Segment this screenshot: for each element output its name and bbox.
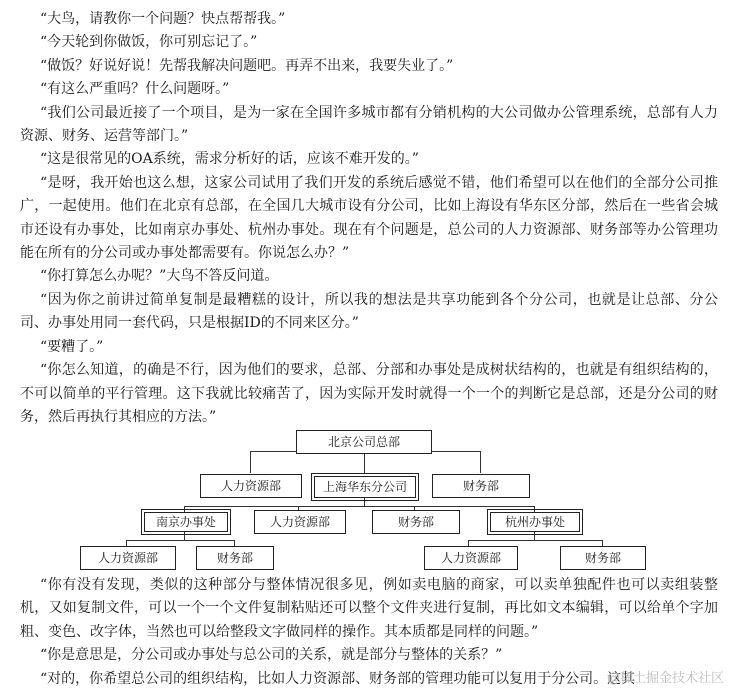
paragraph: “要糟了。” — [40, 338, 104, 355]
node-shanghai-branch: 上海华东分公司 — [314, 476, 416, 498]
paragraph: “你怎么知道，的确是不行，因为他们的要求，总部、分部和办事处是成树状结构的，也就是有组织结构的，不可以简单的平行管理。这下我就比较痛苦了，因为实际开发时就得一个一个的判断它是总部，还是分公司的财务，然后再执行其相应的方法。” — [20, 362, 718, 425]
node-hangzhou-office: 杭州办事处 — [490, 512, 580, 532]
connector — [126, 540, 234, 541]
paragraph: “我们公司最近接了一个项目，是为一家在全国许多城市都有分销机构的大公司做办公管理系统，总部有人力资源、财务、运营等部门。” — [20, 104, 718, 145]
node-hangzhou-hr: 人力资源部 — [424, 546, 518, 570]
node-nanjing-hr: 人力资源部 — [80, 546, 176, 570]
node-nanjing-finance: 财务部 — [196, 546, 274, 570]
paragraph: “有这么严重吗？什么问题呀。” — [40, 81, 230, 98]
paragraph: “因为你之前讲过简单复制是最糟糕的设计，所以我的想法是共享功能到各个分公司，也就是让总部、分公司、办事处用同一套代码，只是根据ID的不同来区分。” — [20, 291, 718, 332]
node-finance-dept: 财务部 — [432, 474, 530, 498]
paragraph: “做饭？好说好说！先帮我解决问题吧。再弄不出来，我要失业了。” — [40, 57, 454, 74]
paragraph: “你是意思是，分公司或办事处与总公司的关系，就是部分与整体的关系？” — [40, 647, 503, 664]
connector — [364, 498, 365, 506]
connector — [480, 451, 481, 473]
paragraph: “大鸟，请教你一个问题？快点帮帮我。” — [40, 11, 286, 27]
connector — [184, 532, 185, 540]
paragraph: “这是很常见的OA系统，需求分析好的话，应该不难开发的。” — [40, 151, 419, 168]
node-hr-dept: 人力资源部 — [200, 474, 302, 498]
node-beijing-hq: 北京公司总部 — [296, 430, 432, 454]
node-branch-finance: 财务部 — [372, 510, 460, 534]
top-text-block — [20, 8, 718, 429]
paragraph: “你打算怎么办呢？”大鸟不答反问道。 — [40, 268, 279, 285]
connector — [250, 451, 251, 473]
node-branch-hr: 人力资源部 — [254, 510, 346, 534]
node-hangzhou-finance: 财务部 — [560, 546, 646, 570]
connector — [468, 540, 602, 541]
paragraph: “今天轮到你做饭，你可别忘记了。” — [40, 34, 258, 51]
connector — [184, 506, 534, 507]
connector — [364, 451, 365, 473]
node-nanjing-office: 南京办事处 — [144, 512, 228, 532]
watermark-text: @稀土掘金技术社区 — [606, 671, 724, 686]
connector — [534, 532, 535, 540]
paragraph: “你有没有发现，类似的这种部分与整体情况很多见，例如卖电脑的商家，可以卖单独配件也可以卖组装整机，又如复制文件，可以一个一个文件复制粘贴还可以整个文件夹进行复制，再比如文本编辑，可以给单个字加粗、变色、改字体，当然也可以给整段文字做同样的操作。其本质都是同样的问题。” — [20, 577, 718, 640]
paragraph: “是呀，我开始也这么想，这家公司试用了我们开发的系统后感觉不错，他们希望可以在他们的全部分公司推广，一起使用。他们在北京有总部，在全国几大城市设有分公司，比如上海设有华东区分部，然后在一些省会城市还设有办事处，比如南京办事处、杭州办事处。现在有个问题是，总公司的人力资源部、财务部等办公管理功能在所有的分公司或办事处都需要有。你说怎么办？” — [20, 174, 718, 262]
org-chart-diagram — [0, 418, 732, 574]
paragraph: “对的，你希望总公司的组织结构，比如人力资源部、财务部的管理功能可以复用于分公司。这其 — [40, 670, 636, 687]
